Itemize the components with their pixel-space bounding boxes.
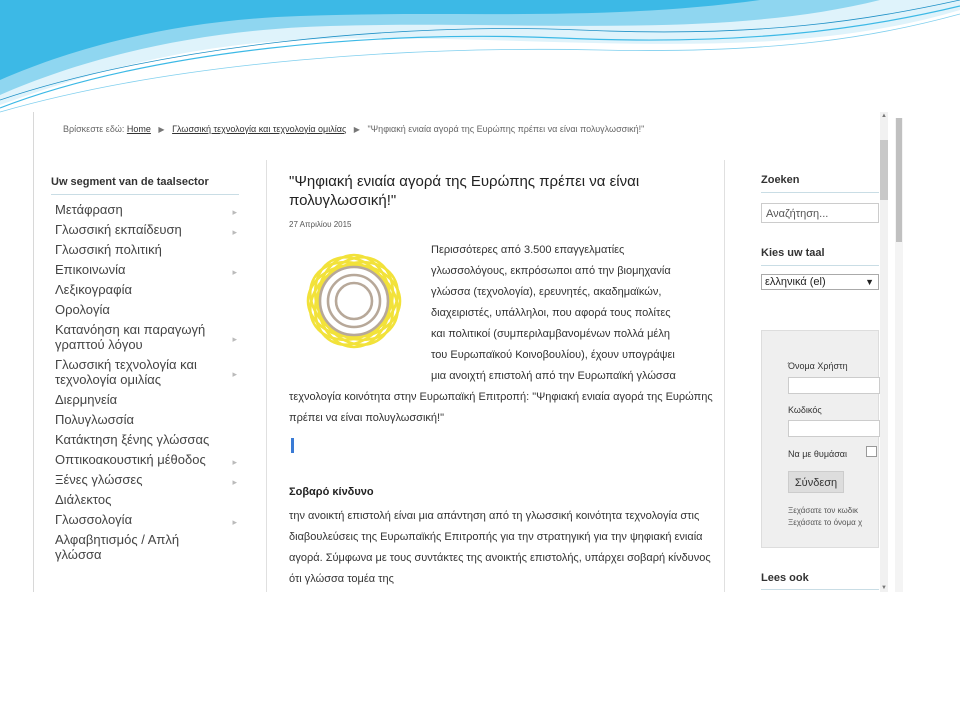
scroll-up-icon[interactable]: ▲ bbox=[881, 113, 887, 119]
page-edge bbox=[33, 112, 34, 592]
sidebar-item-label: Διάλεκτος bbox=[55, 492, 112, 507]
scroll-down-icon[interactable]: ▼ bbox=[881, 585, 887, 591]
sidebar-item[interactable] bbox=[51, 280, 239, 300]
sidebar-item-label: Διερμηνεία bbox=[55, 392, 118, 407]
sidebar-item-label: Μετάφραση bbox=[55, 202, 123, 217]
sidebar-item[interactable] bbox=[51, 530, 239, 565]
sidebar-item[interactable] bbox=[51, 355, 239, 390]
sidebar-item[interactable] bbox=[51, 450, 239, 470]
username-label: Όνομα Χρήστη bbox=[788, 361, 848, 371]
sidebar-item[interactable] bbox=[51, 470, 239, 490]
sidebar-item-label: Λεξικογραφία bbox=[55, 282, 133, 297]
breadcrumb-separator-icon: ▶ bbox=[158, 125, 165, 134]
dropdown-arrow-icon: ▼ bbox=[865, 277, 874, 287]
password-field[interactable] bbox=[788, 420, 880, 437]
article-intro-line: και πολιτικοί (συμπεριλαμβανομένων πολλά μέλη bbox=[431, 328, 670, 340]
chevron-right-icon: ▸ bbox=[232, 457, 237, 467]
chevron-right-icon: ▸ bbox=[232, 227, 237, 237]
password-label: Κωδικός bbox=[788, 405, 822, 415]
login-button[interactable]: Σύνδεση bbox=[788, 471, 844, 493]
sidebar-menu bbox=[51, 200, 239, 565]
sidebar-item-label: Γλωσσική πολιτική bbox=[55, 242, 162, 257]
scrollbar-thumb[interactable] bbox=[896, 118, 902, 242]
page-scrollbar[interactable] bbox=[895, 118, 903, 592]
sidebar-item[interactable] bbox=[51, 490, 239, 510]
sidebar-item-label: Ξένες γλώσσες bbox=[55, 472, 143, 487]
language-select[interactable] bbox=[761, 274, 879, 290]
forgot-username-link[interactable]: Ξεχάσατε το όνομα χ bbox=[788, 518, 863, 527]
article-intro-line: του Ευρωπαϊκού Κοινοβουλίου), έχουν υπογράψει bbox=[431, 349, 675, 361]
sidebar-item[interactable] bbox=[51, 220, 239, 240]
chevron-right-icon: ▸ bbox=[232, 334, 237, 344]
article-title: "Ψηφιακή ενιαία αγορά της Ευρώπης πρέπει να είναι πολυγλωσσική!" bbox=[289, 173, 640, 209]
read-also-title: Lees ook bbox=[761, 572, 879, 590]
sidebar-item[interactable] bbox=[51, 510, 239, 530]
right-sidebar bbox=[761, 174, 879, 290]
header-wave-decoration bbox=[0, 0, 960, 120]
breadcrumb-category-link[interactable]: Γλωσσική τεχνολογία και τεχνολογία ομιλίας bbox=[172, 124, 347, 134]
search-input[interactable]: Αναζήτηση... bbox=[761, 203, 879, 223]
chevron-right-icon: ▸ bbox=[232, 207, 237, 217]
article bbox=[289, 172, 713, 585]
remember-label: Να με θυμάσαι bbox=[788, 449, 847, 459]
sidebar-title: Uw segment van de taalsector bbox=[51, 176, 239, 195]
sidebar-item[interactable] bbox=[51, 240, 239, 260]
sidebar-item-label: Γλωσσική τεχνολογία και τεχνολογία ομιλίας bbox=[55, 357, 197, 387]
column-divider bbox=[724, 160, 725, 592]
sidebar-item-label: Κατάκτηση ξένης γλώσσας bbox=[55, 432, 210, 447]
breadcrumb-home-link[interactable]: Home bbox=[126, 124, 151, 134]
inner-scrollbar[interactable] bbox=[880, 112, 888, 592]
sidebar-item-label: Επικοινωνία bbox=[55, 262, 126, 277]
sidebar-item[interactable] bbox=[51, 260, 239, 280]
sidebar-item[interactable] bbox=[51, 410, 239, 430]
section-heading: Σοβαρό κίνδυνο bbox=[289, 486, 374, 498]
language-select-value: ελληνικά (el) bbox=[765, 276, 826, 288]
breadcrumb-separator-icon: ▶ bbox=[353, 125, 360, 134]
browser-screenshot bbox=[33, 112, 903, 592]
chevron-right-icon: ▸ bbox=[232, 369, 237, 379]
article-intro-line: διαχειριστές, υπάλληλοι, που αφορά τους πολίτες bbox=[431, 307, 671, 319]
chevron-right-icon: ▸ bbox=[232, 517, 237, 527]
username-field[interactable] bbox=[788, 377, 880, 394]
article-intro-rest: τεχνολογία κοινότητα στην Ευρωπαϊκή Επιτροπή: "Ψηφιακή ενιαία αγορά της Ευρώπης πρέπει να είναι πολυγλωσσική!" bbox=[289, 391, 713, 424]
article-intro-line: Περισσότερες από 3.500 επαγγελματίες bbox=[431, 244, 625, 256]
sidebar-item-label: Γλωσσική εκπαίδευση bbox=[55, 222, 182, 237]
sidebar bbox=[51, 176, 239, 565]
section-paragraph: την ανοικτή επιστολή είναι μια απάντηση από τη γλωσσική κοινότητα τεχνολογία στις διαβουλεύσεις της Ευρωπαϊκής Επιτροπής για την στρατηγική για την ψηφιακή ενιαία αγορά. Σύμφωνα με τους συντάκτες της ανοικτής επιστολής, υπάρχει σοβαρή κίνδυνος ότι γλώσσα τομέα της bbox=[289, 510, 711, 585]
chevron-right-icon: ▸ bbox=[232, 267, 237, 277]
accent-marker bbox=[291, 438, 294, 453]
sidebar-item-label: Ορολογία bbox=[55, 302, 110, 317]
column-divider bbox=[266, 160, 267, 592]
sidebar-item[interactable] bbox=[51, 200, 239, 220]
sidebar-item-label: Κατανόηση και παραγωγή γραπτού λόγου bbox=[55, 322, 206, 352]
sidebar-item[interactable] bbox=[51, 430, 239, 450]
article-intro-line: γλωσσολόγους, εκπρόσωποι από την βιομηχανία bbox=[431, 265, 671, 277]
search-title: Zoeken bbox=[761, 174, 879, 193]
breadcrumb-prefix: Βρίσκεστε εδώ: bbox=[63, 124, 125, 134]
article-date: 27 Απριλίου 2015 bbox=[289, 220, 352, 229]
sidebar-item-label: Αλφαβητισμός / Απλή γλώσσα bbox=[55, 532, 180, 562]
remember-checkbox[interactable] bbox=[866, 446, 877, 457]
article-intro-line: μια ανοιχτή επιστολή από την Ευρωπαϊκή γλώσσα bbox=[431, 370, 676, 382]
article-intro-line: γλώσσα (τεχνολογία), ερευνητές, ακαδημαϊκών, bbox=[431, 286, 662, 298]
sidebar-item[interactable] bbox=[51, 320, 239, 355]
sidebar-item-label: Οπτικοακουστική μέθοδος bbox=[55, 452, 206, 467]
sidebar-item[interactable] bbox=[51, 390, 239, 410]
breadcrumb bbox=[63, 124, 644, 134]
forgot-password-link[interactable]: Ξεχάσατε τον κωδικ bbox=[788, 506, 858, 515]
sidebar-item[interactable] bbox=[51, 300, 239, 320]
scrollbar-thumb[interactable] bbox=[880, 140, 888, 200]
language-title: Kies uw taal bbox=[761, 247, 879, 266]
breadcrumb-current: "Ψηφιακή ενιαία αγορά της Ευρώπης πρέπει να είναι πολυγλωσσική!" bbox=[367, 124, 645, 134]
login-form bbox=[761, 330, 879, 548]
sidebar-item-label: Πολυγλωσσία bbox=[55, 412, 135, 427]
sidebar-item-label: Γλωσσολογία bbox=[55, 512, 133, 527]
chevron-right-icon: ▸ bbox=[232, 477, 237, 487]
article-intro-paragraph bbox=[289, 240, 713, 429]
